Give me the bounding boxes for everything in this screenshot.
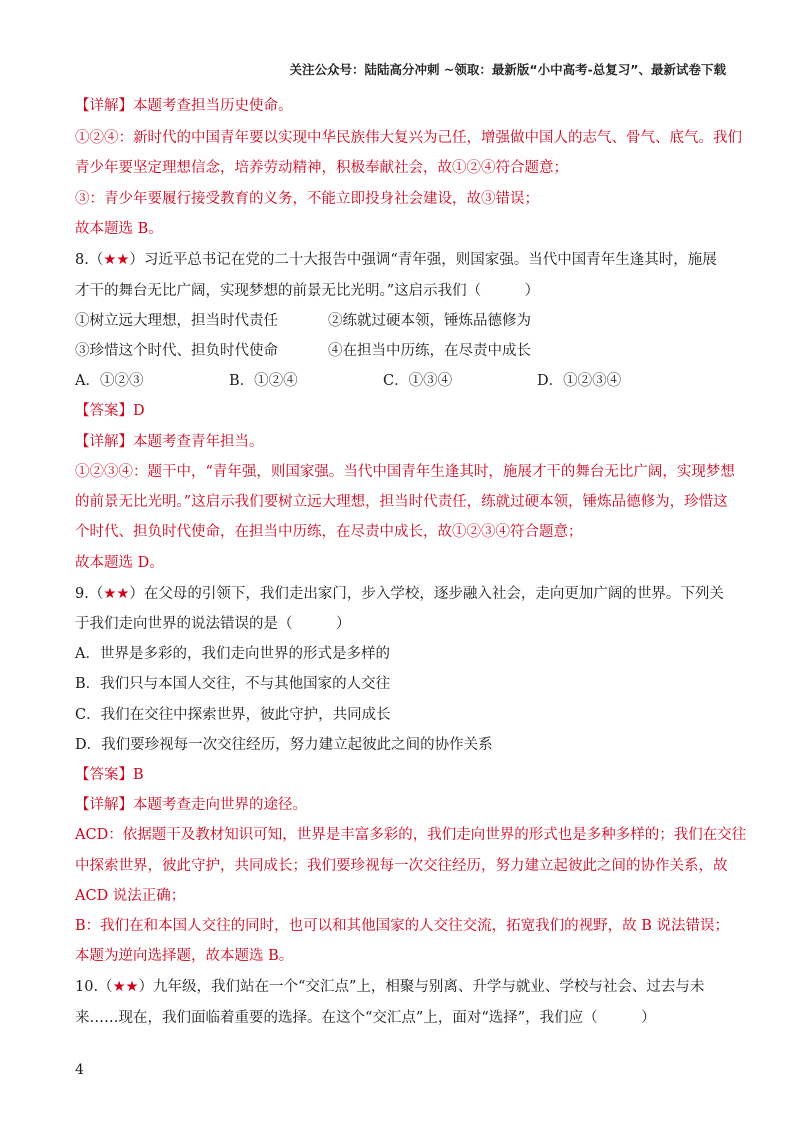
detail-label: 【详解】本题考查青年担当。	[75, 434, 264, 450]
option-c: C．①③④	[383, 373, 453, 389]
option-b: B．我们只与本国人交往，不与其他国家的人交往	[75, 676, 391, 692]
explanation-line: B：我们在和本国人交往的同时，也可以和其他国家的人交往交流，拓宽我们的视野，故 B 说法错误；	[75, 918, 730, 934]
difficulty-stars-icon: ★★	[112, 979, 139, 995]
difficulty-stars-icon: ★★	[103, 586, 130, 602]
question-number: 8.（	[75, 252, 104, 268]
option-b: B．①②④	[229, 373, 298, 389]
question-9-stem	[75, 584, 724, 604]
question-8-stem	[75, 250, 717, 270]
question-text: 来……现在，我们面临着重要的选择。在这个“交汇点”上，面对“选择”，我们应（ ）	[75, 1010, 656, 1026]
detail-label: 【详解】本题考查担当历史使命。	[75, 98, 293, 114]
explanation-line: ①②③④：题干中，“青年强，则国家强。当代中国青年生逢其时，施展才干的舞台无比广阔，实现梦想	[75, 464, 735, 480]
statement-item: ①树立远大理想，担当时代责任	[75, 313, 278, 329]
explanation-line: 中探索世界，彼此守护，共同成长；我们要珍视每一次交往经历，努力建立起彼此之间的协作关系，故	[75, 858, 728, 874]
explanation-line: 青少年要坚定理想信念，培养劳动精神，积极奉献社会，故①②④符合题意；	[75, 160, 568, 176]
option-d: D．我们要珍视每一次交往经历，努力建立起彼此之间的协作关系	[75, 737, 493, 753]
option-c: C．我们在交往中探索世界，彼此守护，共同成长	[75, 707, 391, 723]
explanation-line: 的前景无比光明。”这启示我们要树立远大理想，担当时代责任，练就过硬本领，锤炼品德修为，珍惜这	[75, 494, 728, 510]
statement-item: ④在担当中历练，在尽责中成长	[328, 343, 531, 359]
question-text: 于我们走向世界的说法错误的是（ ）	[75, 616, 351, 632]
question-text: ）在父母的引领下，我们走出家门，步入学校，逐步融入社会，走向更加广阔的世界。下列关	[129, 586, 724, 602]
explanation-line: ACD：依据题干及教材知识可知，世界是丰富多彩的，我们走向世界的形式也是多种多样的；我们在交往	[75, 827, 747, 843]
answer-label: 【答案】B	[75, 767, 144, 783]
question-text: ）习近平总书记在党的二十大报告中强调“青年强，则国家强。当代中国青年生逢其时，施展	[129, 252, 717, 268]
difficulty-stars-icon: ★★	[103, 252, 130, 268]
statement-item: ③珍惜这个时代、担负时代使命	[75, 343, 278, 359]
detail-label: 【详解】本题考查走向世界的途径。	[75, 797, 307, 813]
option-a: A．①②③	[75, 373, 144, 389]
page-header: 关注公众号：陆陆高分冲刺 ~领取：最新版“小中高考-总复习”、最新试卷下载	[289, 62, 726, 77]
answer-label: 【答案】D	[75, 403, 145, 419]
conclusion-line: 本题为逆向选择题，故本题选 B。	[75, 948, 294, 964]
explanation-line: ACD 说法正确；	[75, 888, 186, 904]
question-10-stem	[75, 977, 704, 997]
explanation-line: ①②④：新时代的中国青年要以实现中华民族伟大复兴为己任，增强做中国人的志气、骨气、底气。我们	[75, 130, 742, 146]
option-d: D．①②③④	[537, 373, 622, 389]
question-text: ）九年级，我们站在一个“交汇点”上，相聚与别离、升学与就业、学校与社会、过去与未	[138, 979, 705, 995]
statement-item: ②练就过硬本领，锤炼品德修为	[328, 313, 531, 329]
conclusion-line: 故本题选 B。	[75, 221, 163, 237]
question-number: 10.（	[75, 979, 113, 995]
option-a: A．世界是多彩的，我们走向世界的形式是多样的	[75, 646, 390, 662]
page-number: 4	[75, 1062, 84, 1078]
explanation-line: 个时代、担负时代使命，在担当中历练，在尽责中成长，故①②③④符合题意；	[75, 524, 583, 540]
question-text: 才干的舞台无比广阔，实现梦想的前景无比光明。”这启示我们（ ）	[75, 283, 540, 299]
conclusion-line: 故本题选 D。	[75, 555, 164, 571]
explanation-line: ③：青少年要履行接受教育的义务，不能立即投身社会建设，故③错误；	[75, 191, 539, 207]
question-number: 9.（	[75, 586, 104, 602]
